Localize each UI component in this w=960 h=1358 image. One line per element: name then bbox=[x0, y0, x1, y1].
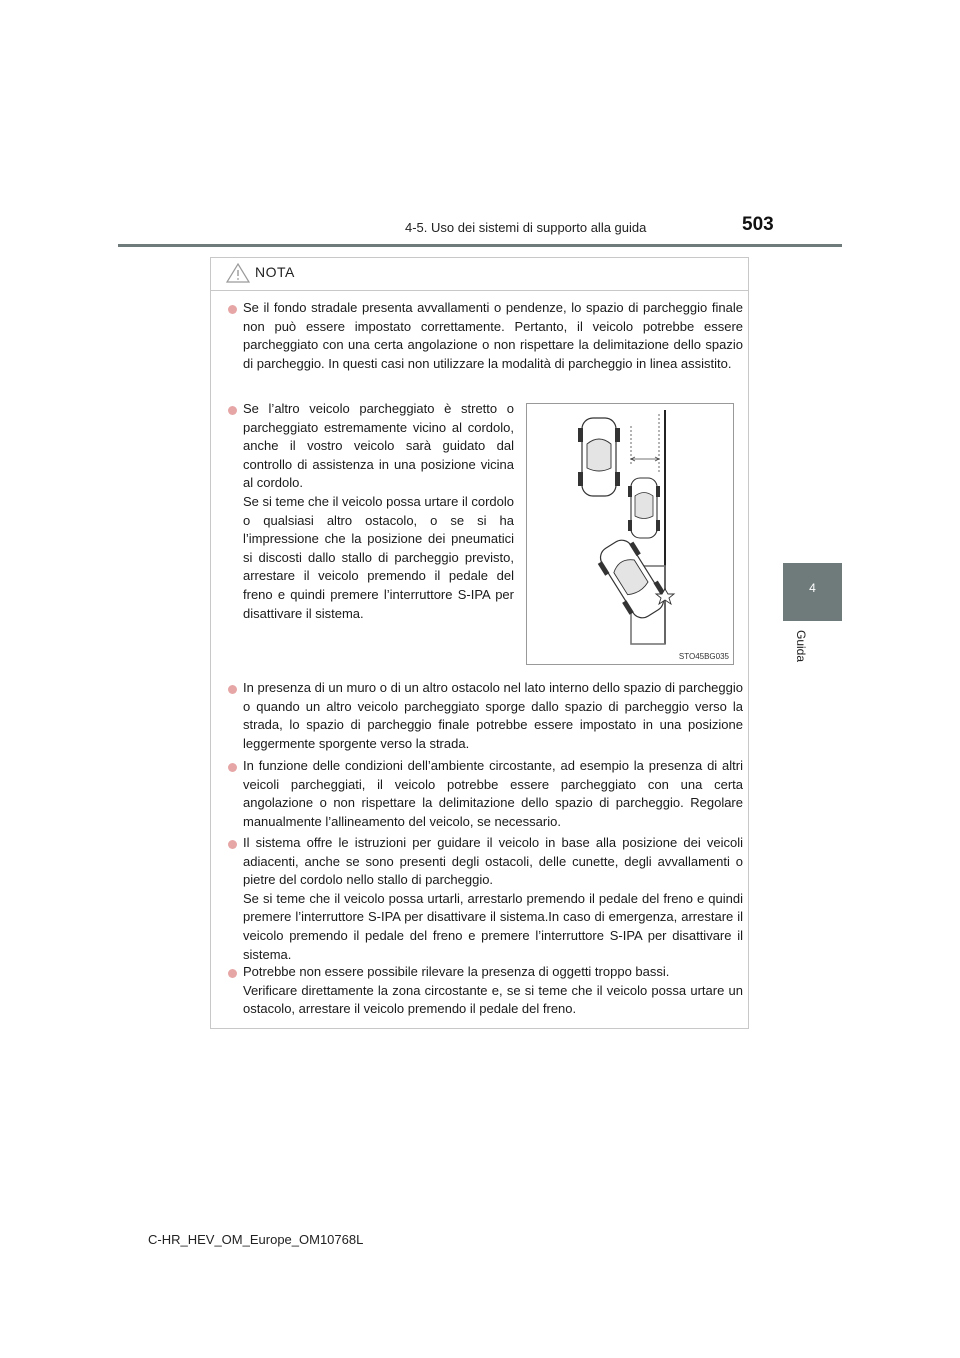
parked-car-icon bbox=[628, 478, 660, 538]
nota-item-1: Se il fondo stradale presenta avvallamenti o pendenze, lo spazio di parcheggio finale non può essere impostato correttamente. Pertanto, il veicolo potrebbe essere parcheggiato con una certa angolazione o non rispettare la delimitazione dello spazio di parcheggio. In questi casi non utilizzare la modalità di parcheggio in linea assistito. bbox=[243, 300, 743, 371]
bullet-icon bbox=[228, 969, 237, 978]
nota-box bbox=[210, 257, 749, 1029]
nota-item-2: Se l’altro veicolo parcheggiato è stretto o parcheggiato estremamente vicino al cordolo, anche il vostro veicolo sarà guidato dal controllo di assistenza in una posizione vicina al cordolo. Se si teme che il veicolo possa urtare il cordolo o qualsiasi altro ostacolo, o se si ha l’impressione che la posizione dei pneumatici si discosti dallo stallo di parcheggio previsto, arrestare il veicolo premendo il pedale del freno e quindi premere l’interruttore S-IPA per disattivare il sistema. bbox=[243, 401, 514, 621]
document-id: C-HR_HEV_OM_Europe_OM10768L bbox=[148, 1232, 364, 1247]
bullet-icon bbox=[228, 763, 237, 772]
header-rule bbox=[118, 244, 842, 247]
nota-header bbox=[211, 258, 748, 291]
chapter-label: Guida bbox=[794, 630, 808, 663]
bullet-icon bbox=[228, 685, 237, 694]
parking-illustration bbox=[526, 403, 734, 665]
parked-car-icon bbox=[578, 418, 620, 496]
bullet-icon bbox=[228, 406, 237, 415]
chapter-tab bbox=[783, 563, 842, 621]
nota-item-6: Potrebbe non essere possibile rilevare la presenza di oggetti troppo bassi. Verificare direttamente la zona circostante e, se si teme che il veicolo possa urtare un ostacolo, arrestare il veicolo premendo il pedale del freno. bbox=[243, 964, 743, 1017]
nota-item-3: In presenza di un muro o di un altro ostacolo nel lato interno dello spazio di parcheggio o quando un altro veicolo parcheggiato sporge dallo spazio di parcheggio verso la strada, lo spazio di parcheggio finale potrebbe essere impostato in una posizione leggermente sporgente verso la strada. bbox=[243, 680, 743, 751]
bullet-icon bbox=[228, 305, 237, 314]
nota-item-5: Il sistema offre le istruzioni per guidare il veicolo in base alla posizione dei veicoli adiacenti, anche se sono presenti degli ostacoli, delle cunette, degli avvallamenti o pietre del cordolo nello stallo di parcheggio. Se si teme che il veicolo possa urtarli, arrestarlo premendo il pedale del freno e quindi premere l’interruttore S-IPA per disattivare il sistema.In caso di emergenza, arrestare il veicolo premendo il pedale del freno e premere l’interruttore S-IPA per disattivare il sistema. bbox=[243, 835, 743, 962]
parking-diagram-svg bbox=[527, 404, 733, 664]
figure-code: STO45BG035 bbox=[678, 652, 729, 661]
bullet-icon bbox=[228, 840, 237, 849]
chapter-number: 4 bbox=[809, 581, 816, 595]
section-title: 4-5. Uso dei sistemi di supporto alla guida bbox=[405, 220, 647, 235]
vehicle-icon bbox=[593, 534, 671, 624]
page-number: 503 bbox=[742, 214, 774, 235]
nota-item-4: In funzione delle condizioni dell’ambiente circostante, ad esempio la presenza di altri veicoli parcheggiati, il veicolo potrebbe essere parcheggiato con una certa angolazione o non rispettare la delimitazione dello spazio di parcheggio. Regolare manualmente l’allineamento del veicolo, se necessario. bbox=[243, 758, 743, 829]
nota-label: NOTA bbox=[255, 264, 295, 280]
warning-triangle-icon bbox=[225, 262, 251, 284]
